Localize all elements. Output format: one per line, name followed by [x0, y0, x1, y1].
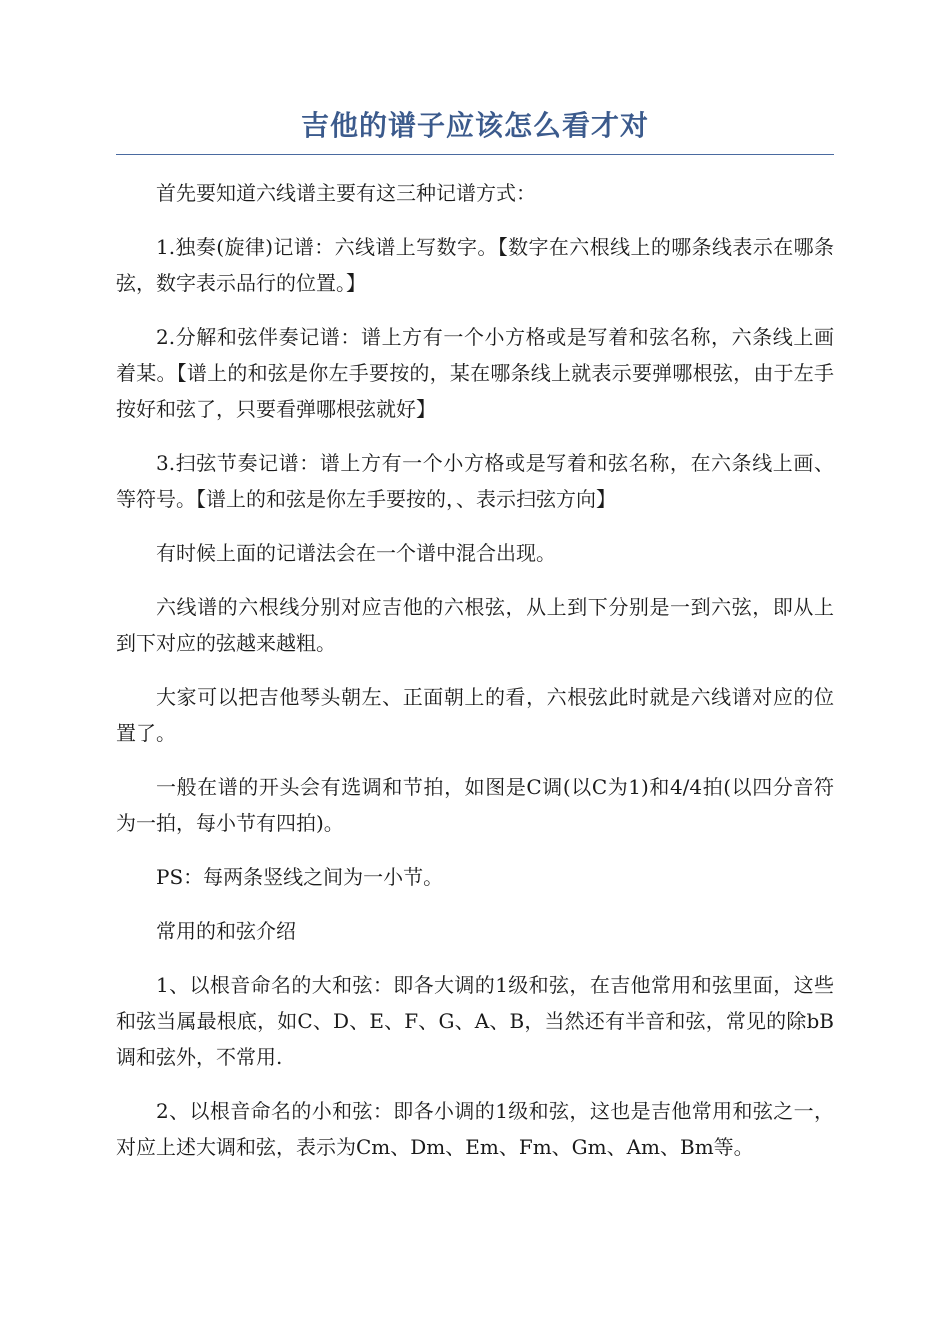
document-page — [116, 104, 834, 1183]
paragraph-guitar-orientation: 大家可以把吉他琴头朝左、正面朝上的看，六根弦此时就是六线谱对应的位置了。 — [116, 685, 834, 745]
paragraph-key-and-meter: 一般在谱的开头会有选调和节拍，如图是C调(以C为1)和4/4拍(以四分音符为一拍，每小节有四拍)。 — [116, 775, 834, 835]
paragraph-mixed: 有时候上面的记谱法会在一个谱中混合出现。 — [156, 541, 556, 565]
paragraph-chords-heading: 常用的和弦介绍 — [156, 919, 296, 943]
paragraph-solo-notation: 1.独奏(旋律)记谱：六线谱上写数字。【数字在六根线上的哪条线表示在哪条弦，数字表示品行的位置。】 — [116, 235, 834, 295]
paragraph-major-chords: 1、以根音命名的大和弦：即各大调的1级和弦，在吉他常用和弦里面，这些和弦当属最根底，如C、D、E、F、G、A、B，当然还有半音和弦，常见的除bB调和弦外，不常用. — [116, 973, 834, 1069]
paragraph-intro: 首先要知道六线谱主要有这三种记谱方式： — [156, 181, 536, 205]
paragraph-arpeggio-notation: 2.分解和弦伴奏记谱：谱上方有一个小方格或是写着和弦名称，六条线上画着某。【谱上的和弦是你左手要按的，某在哪条线上就表示要弹哪根弦，由于左手按好和弦了，只要看弹哪根弦就好】 — [116, 325, 834, 421]
paragraph-minor-chords: 2、以根音命名的小和弦：即各小调的1级和弦，这也是吉他常用和弦之一，对应上述大调和弦，表示为Cm、Dm、Em、Fm、Gm、Am、Bm等。 — [116, 1099, 834, 1159]
paragraph-six-lines: 六线谱的六根线分别对应吉他的六根弦，从上到下分别是一到六弦，即从上到下对应的弦越来越粗。 — [116, 595, 834, 655]
paragraph-ps-measure: PS：每两条竖线之间为一小节。 — [156, 865, 444, 889]
title-divider — [116, 154, 834, 155]
paragraph-strum-notation: 3.扫弦节奏记谱：谱上方有一个小方格或是写着和弦名称，在六条线上画、等符号。【谱上的和弦是你左手要按的，、表示扫弦方向】 — [116, 451, 834, 511]
page-title: 吉他的谱子应该怎么看才对 — [300, 109, 649, 142]
